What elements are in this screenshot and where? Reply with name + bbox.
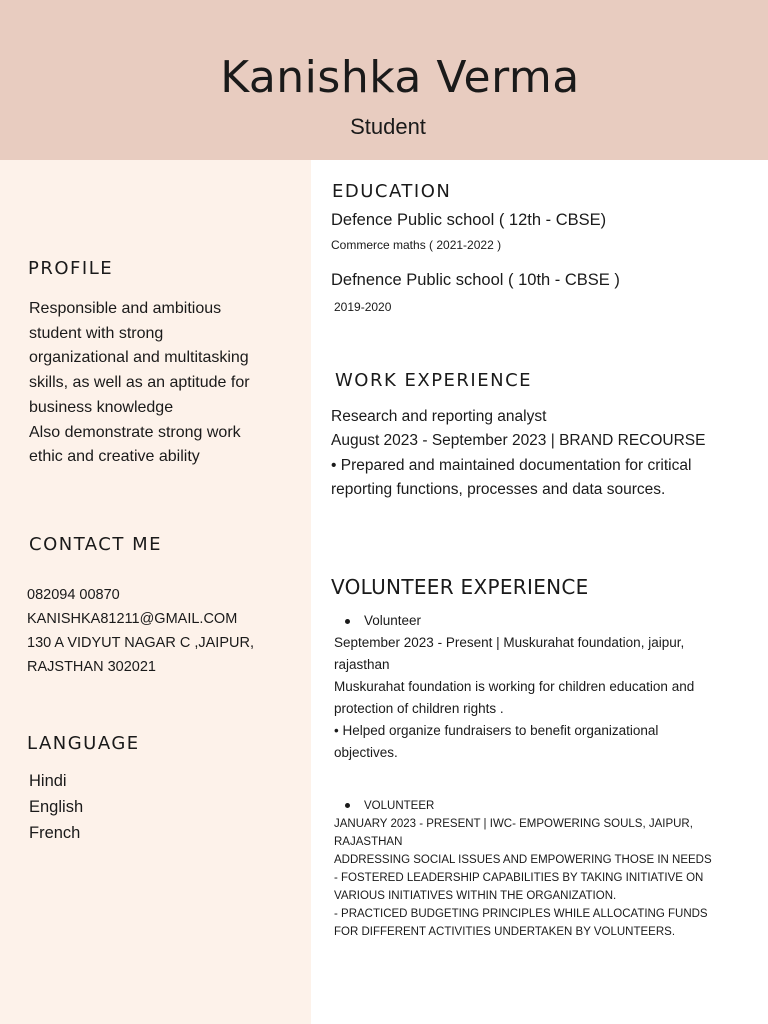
education-detail: 2019-2020: [334, 300, 392, 314]
contact-email: KANISHKA81211@GMAIL.COM: [27, 611, 238, 627]
volunteer-title-text: Volunteer: [364, 613, 422, 628]
profile-line: organizational and multitasking: [29, 349, 249, 367]
education-school: Defnence Public school ( 10th - CBSE ): [331, 271, 620, 289]
header-band: [0, 0, 768, 160]
language-heading: LANGUAGE: [27, 733, 140, 754]
work-description: • Prepared and maintained documentation for critical: [331, 456, 692, 474]
language-item: English: [29, 798, 84, 816]
language-list: [29, 768, 83, 846]
volunteer-line: - PRACTICED BUDGETING PRINCIPLES WHILE ALLOCATING FUNDS: [334, 908, 708, 920]
contact-address-line: RAJSTHAN 302021: [27, 659, 156, 675]
name-title: Kanishka Verma: [220, 52, 580, 103]
profile-line: student with strong: [29, 324, 164, 342]
education-school: Defence Public school ( 12th - CBSE): [331, 211, 607, 229]
profile-text: [29, 297, 304, 470]
work-description: reporting functions, processes and data sources.: [331, 480, 666, 498]
volunteer-line: JANUARY 2023 - PRESENT | IWC- EMPOWERING SOULS, JAIPUR,: [334, 818, 693, 830]
volunteer-line: - FOSTERED LEADERSHIP CAPABILITIES BY TAKING INITIATIVE ON: [334, 872, 704, 884]
bullet-icon: [345, 803, 350, 808]
work-entry: [331, 405, 756, 502]
language-item: Hindi: [29, 772, 67, 790]
contact-phone: 082094 00870: [27, 587, 120, 603]
work-title: Research and reporting analyst: [331, 408, 547, 425]
volunteer-line: FOR DIFFERENT ACTIVITIES UNDERTAKEN BY VOLUNTEERS.: [334, 926, 676, 938]
contact-block: [27, 583, 307, 679]
role-subtitle: Student: [350, 114, 426, 139]
volunteer-entry: [334, 797, 759, 941]
work-heading: WORK EXPERIENCE: [335, 370, 533, 391]
volunteer-line: objectives.: [334, 745, 398, 760]
bullet-icon: [345, 619, 350, 624]
contact-address-line: 130 A VIDYUT NAGAR C ,JAIPUR,: [27, 635, 254, 651]
profile-line: Also demonstrate strong work: [29, 423, 241, 441]
education-detail: Commerce maths ( 2021-2022 ): [331, 238, 502, 252]
volunteer-line: VARIOUS INITIATIVES WITHIN THE ORGANIZATION.: [334, 890, 617, 902]
volunteer-entry: [334, 610, 759, 764]
volunteer-line: • Helped organize fundraisers to benefit organizational: [334, 723, 659, 738]
volunteer-line: rajasthan: [334, 657, 390, 672]
volunteer-title: [334, 797, 759, 815]
volunteer-line: September 2023 - Present | Muskurahat foundation, jaipur,: [334, 635, 685, 650]
profile-heading: PROFILE: [28, 258, 114, 279]
education-heading: EDUCATION: [332, 181, 452, 202]
volunteer-title: [334, 610, 759, 632]
profile-line: ethic and creative ability: [29, 448, 200, 466]
volunteer-heading: VOLUNTEER EXPERIENCE: [331, 575, 589, 599]
volunteer-line: RAJASTHAN: [334, 836, 403, 848]
volunteer-line: protection of children rights .: [334, 701, 504, 716]
language-item: French: [29, 824, 81, 842]
profile-line: Responsible and ambitious: [29, 300, 222, 317]
profile-line: skills, as well as an aptitude for: [29, 374, 250, 392]
contact-heading: CONTACT ME: [29, 534, 162, 555]
volunteer-line: ADDRESSING SOCIAL ISSUES AND EMPOWERING THOSE IN NEEDS: [334, 854, 712, 866]
volunteer-title-text: VOLUNTEER: [364, 800, 435, 812]
volunteer-line: Muskurahat foundation is working for children education and: [334, 679, 695, 694]
work-period: August 2023 - September 2023 | BRAND RECOURSE: [331, 432, 706, 450]
profile-line: business knowledge: [29, 398, 174, 416]
